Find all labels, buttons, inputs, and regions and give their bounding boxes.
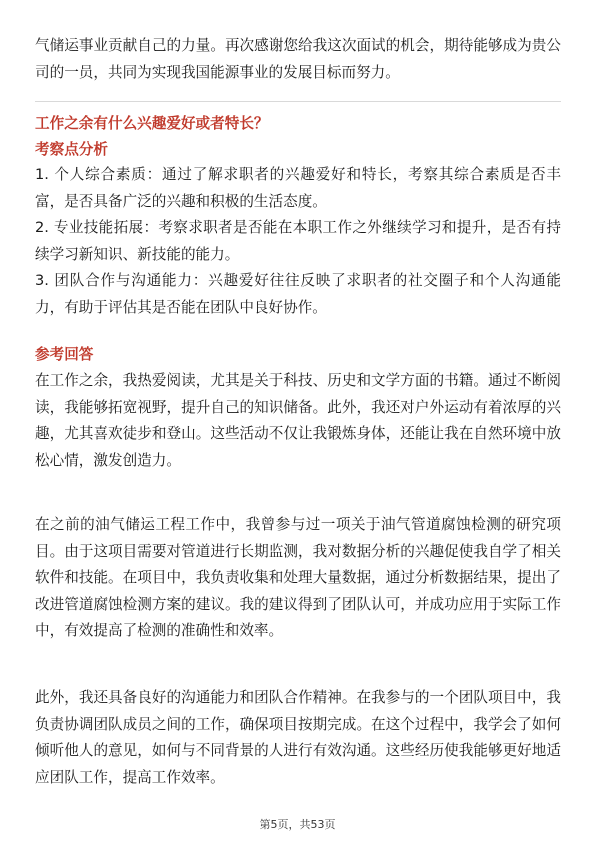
- analysis-item: 3. 团队合作与沟通能力：兴趣爱好往往反映了求职者的社交圈子和个人沟通能力，有助于评估其是否能在团队中良好协作。: [35, 272, 561, 316]
- answer-heading-section: [35, 344, 561, 366]
- intro-paragraph: 气储运事业贡献自己的力量。再次感谢您给我这次面试的机会，期待能够成为贵公司的一员，共同为实现我国能源事业的发展目标而努力。: [35, 37, 561, 81]
- answer-paragraph-2: [35, 512, 561, 645]
- analysis-item: 2. 专业技能拓展：考察求职者是否能在本职工作之外继续学习和提升，是否有持续学习新知识、新技能的能力。: [35, 219, 561, 263]
- intro-section: [35, 33, 561, 86]
- question-title: 工作之余有什么兴趣爱好或者特长？: [35, 115, 269, 132]
- answer-paragraph: 在工作之余，我热爱阅读，尤其是关于科技、历史和文学方面的书籍。通过不断阅读，我能够拓宽视野，提升自己的知识储备。此外，我还对户外运动有着浓厚的兴趣，尤其喜欢徒步和登山。这些活动不仅让我锻炼身体，还能让我在自然环境中放松心情，激发创造力。: [35, 372, 561, 469]
- analysis-section: [35, 139, 561, 321]
- page-number: 第5页，共53页: [259, 818, 336, 831]
- analysis-item: 1. 个人综合素质：通过了解求职者的兴趣爱好和特长，考察其综合素质是否丰富，是否具备广泛的兴趣和积极的生活态度。: [35, 166, 561, 210]
- analysis-heading: 考察点分析: [35, 141, 108, 158]
- answer-paragraph-3: [35, 685, 561, 791]
- question-section: [35, 113, 561, 135]
- answer-paragraph: 在之前的油气储运工程工作中，我曾参与过一项关于油气管道腐蚀检测的研究项目。由于这项目需要对管道进行长期监测，我对数据分析的兴趣促使我自学了相关软件和技能。在项目中，我负责收集和处理大量数据，通过分析数据结果，提出了改进管道腐蚀检测方案的建议。我的建议得到了团队认可，并成功应用于实际工作中，有效提高了检测的准确性和效率。: [35, 516, 561, 639]
- section-divider: [35, 101, 561, 102]
- answer-paragraph-1: [35, 368, 561, 474]
- answer-paragraph: 此外，我还具备良好的沟通能力和团队合作精神。在我参与的一个团队项目中，我负责协调团队成员之间的工作，确保项目按期完成。在这个过程中，我学会了如何倾听他人的意见，如何与不同背景的人进行有效沟通。这些经历使我能够更好地适应团队工作，提高工作效率。: [35, 689, 561, 786]
- answer-heading: 参考回答: [35, 346, 94, 363]
